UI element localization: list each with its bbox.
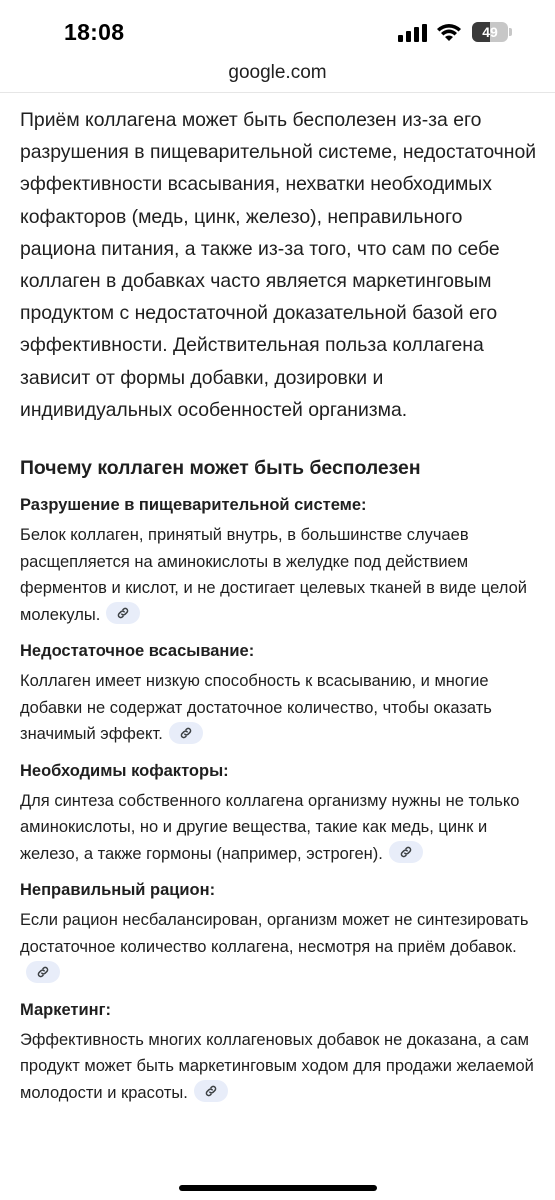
battery-level: 49 [482,24,498,40]
section-title: Почему коллаген может быть бесполезен [20,457,421,480]
reasons-list [20,492,540,1106]
divider [0,92,555,93]
reason-text [20,788,540,868]
wifi-icon [436,22,462,42]
reason-title: Неправильный рацион: [20,881,216,900]
status-time: 18:08 [64,19,125,45]
link-icon [36,965,50,979]
home-indicator[interactable] [179,1185,377,1191]
reason-text [20,1027,540,1107]
reason-title: Разрушение в пищеварительной системе: [20,496,367,515]
source-link-button[interactable] [26,961,60,983]
link-icon [399,845,413,859]
article-content [20,96,540,1106]
reason-text-content: Если рацион несбалансирован, организм может не синтезировать достаточное количество коллагена, несмотря на приём добавок. [20,911,529,956]
status-bar [0,0,555,58]
reason-item [20,758,540,868]
reason-item [20,638,540,748]
intro-paragraph: Приём коллагена может быть бесполезен из-за его разрушения в пищеварительной системе, недостаточной эффективности всасывания, нехватки необходимых кофакторов (медь, цинк, железо), неправильного рациона питания, а также из-за того, что сам по себе коллаген в добавках часто является маркетинговым продуктом с недостаточной доказательной базой его эффективности. Действительная польза коллагена зависит от формы добавки, дозировки и индивидуальных особенностей организма. [20,109,537,421]
battery-icon [472,22,512,42]
reason-text-content: Белок коллаген, принятый внутрь, в большинстве случаев расщепляется на аминокислоты в желудке под действием ферментов и кислот, и не достигает целевых тканей в виде целой молекулы. [20,526,527,624]
source-link-button[interactable] [169,722,203,744]
reason-title: Недостаточное всасывание: [20,642,255,661]
link-icon [179,726,193,740]
address-bar[interactable] [0,58,555,92]
truncated-text [20,1190,170,1200]
reason-text [20,907,540,987]
link-icon [204,1084,218,1098]
link-icon [116,606,130,620]
reason-item [20,997,540,1107]
url-text: google.com [228,62,327,83]
source-link-button[interactable] [106,602,140,624]
reason-text-content: Для синтеза собственного коллагена организму нужны не только аминокислоты, но и другие вещества, такие как медь, цинк и железо, а также гормоны (например, эстроген). [20,791,520,863]
reason-title: Маркетинг: [20,1000,111,1019]
reason-text [20,668,540,748]
reason-text-content: Коллаген имеет низкую способность к всасыванию, и многие добавки не содержат достаточное количество, чтобы оказать значимый эффект. [20,672,492,744]
source-link-button[interactable] [194,1080,228,1102]
signal-icon [398,24,428,42]
reason-text-content: Эффективность многих коллагеновых добавок не доказана, а сам продукт может быть маркетинговым ходом для продажи желаемой молодости и красоты. [20,1030,534,1102]
reason-item [20,492,540,628]
reason-item [20,877,540,987]
reason-text [20,522,540,628]
source-link-button[interactable] [389,841,423,863]
reason-title: Необходимы кофакторы: [20,761,229,780]
